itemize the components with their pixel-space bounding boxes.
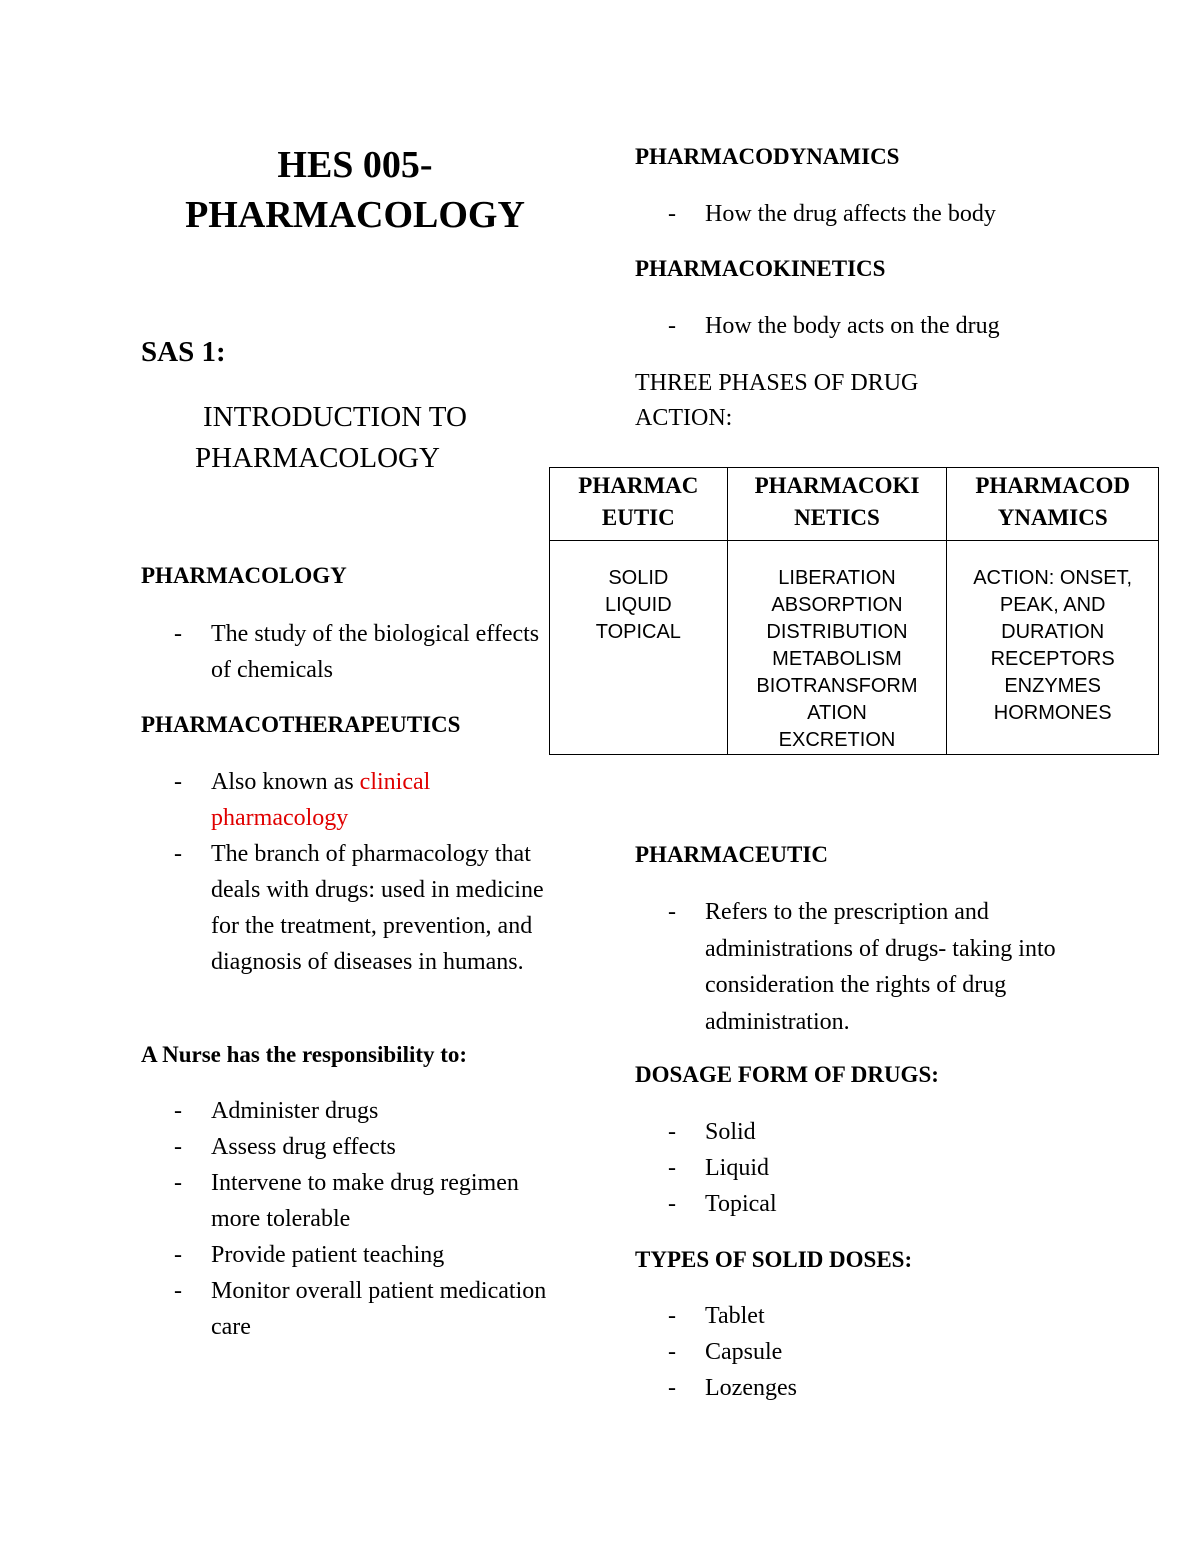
- list-item: - Topical: [668, 1191, 777, 1217]
- list-item: - Lozenges: [668, 1375, 797, 1401]
- intro-line-2: PHARMACOLOGY: [195, 442, 440, 474]
- list-item: - Monitor overall patient medication care: [174, 1278, 547, 1340]
- dosage-heading: DOSAGE FORM OF DRUGS:: [635, 1062, 939, 1087]
- table-header-row: [550, 468, 1159, 541]
- list-item: - Administer drugs: [174, 1098, 379, 1124]
- title-line-2: PHARMACOLOGY: [185, 194, 525, 236]
- intro-heading: [195, 397, 467, 479]
- nurse-heading: A Nurse has the responsibility to:: [141, 1042, 468, 1067]
- pharmacokinetics-list: [635, 308, 1085, 344]
- pharmacotherapeutics-heading: PHARMACOTHERAPEUTICS: [141, 712, 461, 737]
- pharmacodynamics-heading: PHARMACODYNAMICS: [635, 144, 900, 169]
- list-item: - The study of the biological effects of chemicals: [174, 621, 540, 683]
- pharmaceutic-list: [635, 894, 1075, 1040]
- list-item: - How the drug affects the body: [668, 201, 996, 227]
- pharmacology-heading: PHARMACOLOGY: [141, 563, 347, 588]
- list-item: - How the body acts on the drug: [668, 313, 1000, 339]
- list-item: - Intervene to make drug regimen more tolerable: [174, 1170, 519, 1232]
- list-item: - Liquid: [668, 1155, 769, 1181]
- table-row: [550, 541, 1159, 755]
- pharmaceutic-heading: PHARMACEUTIC: [635, 842, 828, 867]
- document-title: [150, 140, 560, 240]
- list-item: - Capsule: [668, 1339, 783, 1365]
- pharmacodynamics-list: [635, 196, 1085, 232]
- drug-action-phases-table: [549, 467, 1159, 755]
- title-line-1: HES 005-: [277, 144, 433, 186]
- table-header-cell: PHARMAC EUTIC: [550, 468, 728, 541]
- list-item: - Assess drug effects: [174, 1134, 396, 1160]
- dosage-list: [635, 1114, 1075, 1222]
- solid-doses-heading: TYPES OF SOLID DOSES:: [635, 1247, 913, 1272]
- nurse-list: [141, 1093, 571, 1345]
- table-cell-pharmacodynamics: ACTION: ONSET, PEAK, AND DURATION RECEPTORS ENZYMES HORMONES: [947, 541, 1159, 755]
- solid-doses-list: [635, 1298, 1075, 1406]
- pharmacokinetics-heading: PHARMACOKINETICS: [635, 256, 886, 281]
- clinical-pharmacology-highlight: clinical pharmacology: [211, 769, 431, 831]
- list-item: - Also known as clinical pharmacology: [174, 769, 431, 831]
- table-header-cell: PHARMACOD YNAMICS: [947, 468, 1159, 541]
- list-item: - Tablet: [668, 1303, 765, 1329]
- sas-label: SAS 1:: [141, 336, 226, 368]
- list-item: - The branch of pharmacology that deals with drugs: used in medicine for the treatment, prevention, and diagnosis of diseases in humans.: [174, 841, 544, 975]
- table-cell-pharmaceutic: SOLID LIQUID TOPICAL: [550, 541, 728, 755]
- pharmacology-list: [141, 616, 561, 688]
- phases-heading: THREE PHASES OF DRUG ACTION:: [635, 370, 919, 431]
- list-item: - Solid: [668, 1119, 756, 1145]
- pharmacotherapeutics-list: [141, 764, 561, 980]
- list-item: - Refers to the prescription and administrations of drugs- taking into consideration the rights of drug administration.: [668, 899, 1056, 1035]
- intro-line-1: INTRODUCTION TO: [203, 401, 467, 433]
- list-item: - Provide patient teaching: [174, 1242, 445, 1268]
- table-header-cell: PHARMACOKI NETICS: [727, 468, 947, 541]
- table-cell-pharmacokinetics: LIBERATION ABSORPTION DISTRIBUTION METABOLISM BIOTRANSFORM ATION EXCRETION: [727, 541, 947, 755]
